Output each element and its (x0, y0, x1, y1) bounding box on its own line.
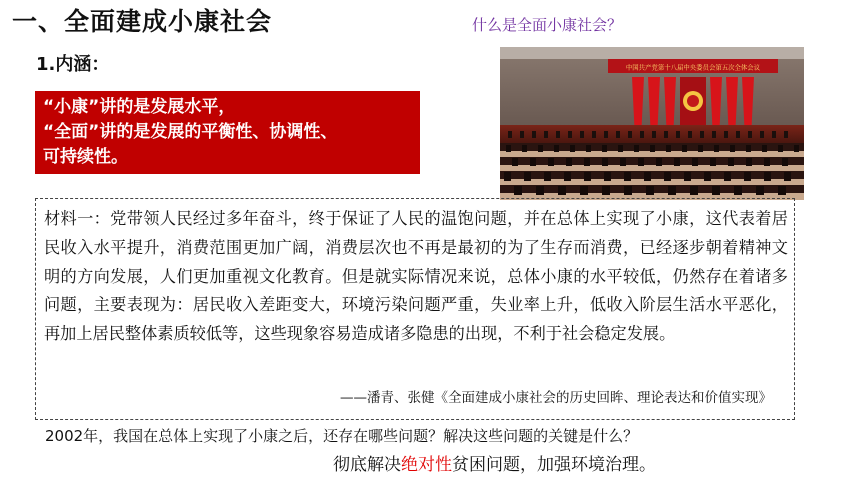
answer-text (333, 450, 656, 475)
definition-line-1: “小康”讲的是发展水平， (43, 97, 236, 117)
discussion-question: 2002年，我国在总体上实现了小康之后，还存在哪些问题？解决这些问题的关键是什么？ (45, 427, 639, 445)
answer-highlight: 绝对性 (401, 455, 452, 475)
conference-photo (500, 47, 804, 200)
section-subtitle: 1.内涵： (36, 54, 110, 75)
definition-line-3: 可持续性。 (43, 147, 128, 167)
page-title: 一、全面建成小康社会 (12, 7, 273, 36)
answer-part-2: 贫困问题，加强环境治理。 (452, 455, 656, 475)
material-text: 材料一：党带领人民经过多年奋斗，终于保证了人民的温饱问题，并在总体上实现了小康，这代表着居民收入水平提升，消费范围更加广阔，消费层次也不再是最初的为了生存而消费，已经逐步朝着精神文明的方向发展，人们更加重视文化教育。但是就实际情况来说，总体小康的水平较低，仍然存在着诸多问题，主要表现为：居民收入差距变大，环境污染问题严重，失业率上升，低收入阶层生活水平恶化，再加上居民整体素质较低等，这些现象容易造成诸多隐患的出现，不利于社会稳定发展。 (44, 209, 788, 344)
banner-text: 中国共产党第十八届中央委员会第五次全体会议 (625, 63, 761, 72)
definition-box (35, 91, 420, 174)
answer-part-1: 彻底解决 (333, 455, 401, 475)
guiding-question: 什么是全面小康社会？ (472, 16, 623, 34)
conference-photo-graphic (500, 47, 804, 200)
material-source: ——潘青、张健《全面建成小康社会的历史回眸、理论表达和价值实现》 (340, 390, 772, 406)
definition-line-2: “全面”讲的是发展的平衡性、协调性、 (43, 122, 338, 142)
material-box (35, 198, 795, 420)
